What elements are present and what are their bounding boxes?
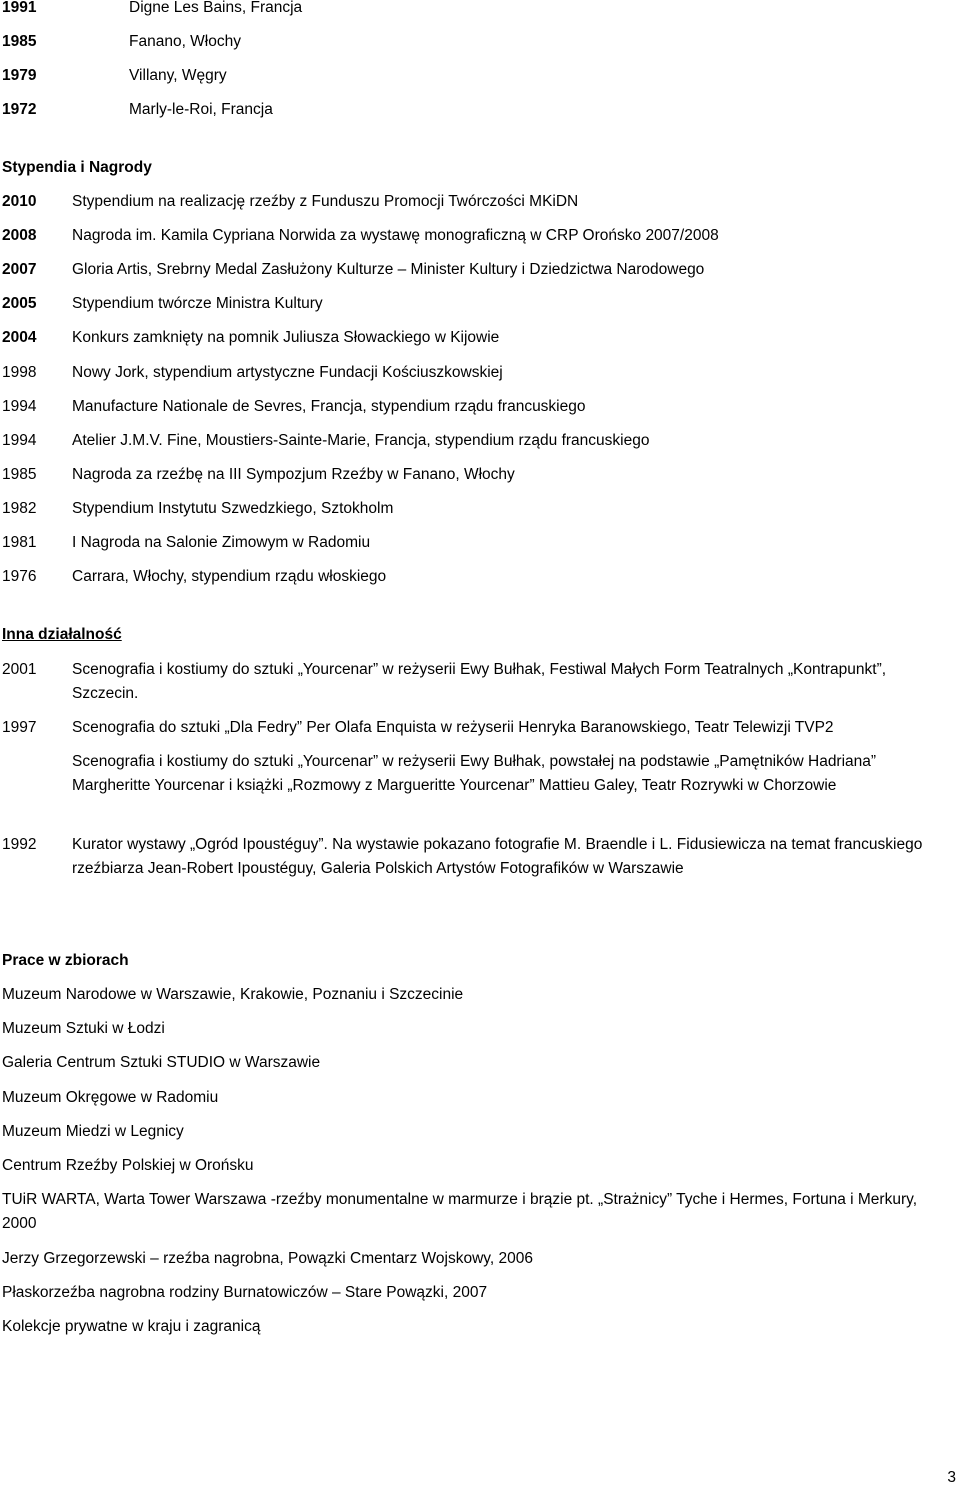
award-row (2, 463, 954, 487)
activity-row (2, 716, 954, 740)
award-row (2, 531, 954, 555)
award-year: 1976 (2, 568, 37, 585)
collection-item: TUiR WARTA, Warta Tower Warszawa -rzeźby monumentalne w marmurze i brązie pt. „Strażnicy” Tyche i Hermes, Fortuna i Merkury, 2000 (2, 1191, 918, 1232)
award-row (2, 429, 954, 453)
award-text: Gloria Artis, Srebrny Medal Zasłużony Kulturze – Minister Kultury i Dziedzictwa Narodowego (72, 261, 705, 278)
award-year: 2007 (2, 261, 37, 278)
collection-item: Galeria Centrum Sztuki STUDIO w Warszawie (2, 1054, 321, 1071)
activity-row (2, 658, 954, 706)
award-year: 1998 (2, 364, 37, 381)
awards-heading: Stypendia i Nagrody (2, 159, 152, 176)
award-text: Stypendium na realizację rzeźby z Funduszu Promocji Twórczości MKiDN (72, 193, 579, 210)
award-year: 2005 (2, 295, 37, 312)
award-year: 1982 (2, 500, 37, 517)
collection-item: Muzeum Sztuki w Łodzi (2, 1020, 165, 1037)
award-year: 2004 (2, 329, 37, 346)
collection-item: Muzeum Narodowe w Warszawie, Krakowie, Poznaniu i Szczecinie (2, 986, 464, 1003)
award-year: 1994 (2, 398, 37, 415)
exhibition-place: Marly-le-Roi, Francja (129, 101, 273, 118)
collections-heading: Prace w zbiorach (2, 952, 129, 969)
award-row (2, 292, 954, 316)
exhibition-year: 1972 (2, 101, 37, 118)
award-text: Manufacture Nationale de Sevres, Francja, stypendium rządu francuskiego (72, 398, 586, 415)
award-text: Stypendium twórcze Ministra Kultury (72, 295, 323, 312)
award-text: Stypendium Instytutu Szwedzkiego, Sztokholm (72, 500, 394, 517)
collection-item: Kolekcje prywatne w kraju i zagranicą (2, 1318, 261, 1335)
collection-item: Jerzy Grzegorzewski – rzeźba nagrobna, Powązki Cmentarz Wojskowy, 2006 (2, 1250, 533, 1267)
exhibition-year: 1985 (2, 33, 37, 50)
collection-item: Muzeum Miedzi w Legnicy (2, 1123, 184, 1140)
award-row (2, 326, 954, 350)
award-row (2, 190, 954, 214)
other-activity-heading: Inna działalność (2, 626, 122, 643)
activity-row (2, 750, 954, 798)
exhibition-row (2, 30, 954, 54)
award-text: Nowy Jork, stypendium artystyczne Fundacji Kościuszkowskiej (72, 364, 503, 381)
award-text: Carrara, Włochy, stypendium rządu włoskiego (72, 568, 387, 585)
award-row (2, 395, 954, 419)
exhibition-year: 1979 (2, 67, 37, 84)
award-year: 1994 (2, 432, 37, 449)
award-row (2, 497, 954, 521)
award-text: Nagroda im. Kamila Cypriana Norwida za wystawę monograficzną w CRP Orońsko 2007/2008 (72, 227, 719, 244)
award-row (2, 361, 954, 385)
exhibition-row (2, 98, 954, 122)
activity-text: Kurator wystawy „Ogród Ipoustéguy”. Na wystawie pokazano fotografie M. Braendle i L. Fidusiewicza na temat francuskiego rzeźbiarza Jean-Robert Ipoustéguy, Galeria Polskich Artystów Fotografików w Warszawie (72, 836, 923, 877)
award-text: Atelier J.M.V. Fine, Moustiers-Sainte-Marie, Francja, stypendium rządu francuskiego (72, 432, 650, 449)
exhibition-place: Digne Les Bains, Francja (129, 0, 303, 16)
award-row (2, 224, 954, 248)
exhibition-year: 1991 (2, 0, 37, 16)
award-text: Nagroda za rzeźbę na III Sympozjum Rzeźby w Fanano, Włochy (72, 466, 515, 483)
award-year: 2010 (2, 193, 37, 210)
award-text: Konkurs zamknięty na pomnik Juliusza Słowackiego w Kijowie (72, 329, 500, 346)
exhibition-row (2, 64, 954, 88)
exhibition-row (2, 0, 954, 20)
page-number: 3 (947, 1469, 956, 1486)
activity-text: Scenografia do sztuki „Dla Fedry” Per Olafa Enquista w reżyserii Henryka Baranowskiego, Teatr Telewizji TVP2 (72, 719, 834, 736)
activity-year: 1997 (2, 719, 37, 736)
award-text: I Nagroda na Salonie Zimowym w Radomiu (72, 534, 371, 551)
exhibition-place: Villany, Węgry (129, 67, 227, 84)
activity-year: 2001 (2, 661, 37, 678)
award-year: 1981 (2, 534, 37, 551)
collection-item: Muzeum Okręgowe w Radomiu (2, 1089, 219, 1106)
award-row (2, 258, 954, 282)
award-row (2, 565, 954, 589)
exhibition-place: Fanano, Włochy (129, 33, 241, 50)
collection-item: Centrum Rzeźby Polskiej w Orońsku (2, 1157, 254, 1174)
activity-text: Scenografia i kostiumy do sztuki „Yourcenar” w reżyserii Ewy Bułhak, powstałej na podstawie „Pamętników Hadriana” Margheritte Yourcenar i książki „Rozmowy z Margueritte Yourcenar” Mattieu Galey, Teatr Rozrywki w Chorzowie (72, 753, 877, 794)
activity-year: 1992 (2, 836, 37, 853)
activity-row (2, 833, 954, 881)
collection-item: Płaskorzeźba nagrobna rodziny Burnatowiczów – Stare Powązki, 2007 (2, 1284, 488, 1301)
award-year: 2008 (2, 227, 37, 244)
award-year: 1985 (2, 466, 37, 483)
activity-text: Scenografia i kostiumy do sztuki „Yourcenar” w reżyserii Ewy Bułhak, Festiwal Małych Form Teatralnych „Kontrapunkt”, Szczecin. (72, 661, 887, 702)
